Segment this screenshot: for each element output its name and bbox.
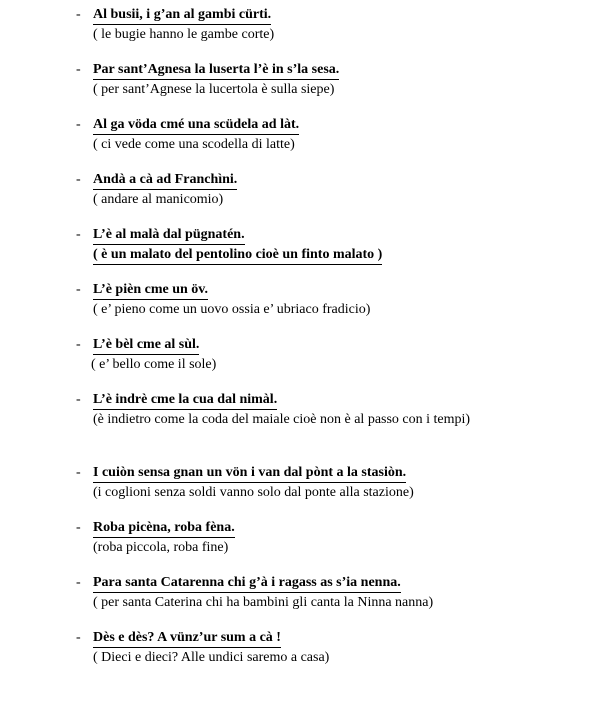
list-dash: -: [76, 227, 81, 242]
dialect-proverb: Andà a cà ad Franchìni.: [93, 171, 237, 190]
italian-translation: (i coglioni senza soldi vanno solo dal ponte alla stazione): [93, 485, 414, 500]
dialect-proverb: L’è bèl cme al sùl.: [93, 336, 199, 355]
italian-translation: ( le bugie hanno le gambe corte): [93, 27, 275, 42]
italian-translation: ( ci vede come una scodella di latte): [93, 137, 295, 152]
italian-translation: ( andare al manicomio): [93, 192, 224, 207]
list-dash: -: [76, 465, 81, 480]
dialect-proverb: Al ga vöda cmé una scüdela ad làt.: [93, 116, 299, 135]
dialect-proverb: L’è indrè cme la cua dal nimàl.: [93, 391, 277, 410]
dialect-proverb: Roba picèna, roba fèna.: [93, 519, 235, 538]
italian-translation: ( e’ bello come il sole): [91, 357, 217, 372]
list-dash: -: [76, 520, 81, 535]
list-dash: -: [76, 282, 81, 297]
dialect-proverb: Al busii, i g’an al gambi cürti.: [93, 6, 271, 25]
dialect-proverb: L’è al malà dal pügnatén.: [93, 226, 245, 245]
dialect-proverb: I cuiòn sensa gnan un vön i van dal pònt a la stasiòn.: [93, 464, 406, 483]
list-dash: -: [76, 337, 81, 352]
dialect-proverb: L’è pièn cme un öv.: [93, 281, 208, 300]
italian-translation: (è indietro come la coda del maiale cioè non è al passo con i tempi): [93, 412, 471, 427]
italian-translation: ( per santa Caterina chi ha bambini gli canta la Ninna nanna): [93, 595, 434, 610]
italian-translation: ( Dieci e dieci? Alle undici saremo a casa): [93, 650, 330, 665]
italian-translation: ( per sant’Agnese la lucertola è sulla siepe): [93, 82, 335, 97]
list-dash: -: [76, 630, 81, 645]
list-dash: -: [76, 7, 81, 22]
dialect-proverb: Dès e dès? A vünz’ur sum a cà !: [93, 629, 281, 648]
dialect-proverb: Par sant’Agnesa la luserta l’è in s’la sesa.: [93, 61, 339, 80]
italian-translation: ( e’ pieno come un uovo ossia e’ ubriaco fradicio): [93, 302, 371, 317]
dialect-proverb: Para santa Catarenna chi g’à i ragass as s’ia nenna.: [93, 574, 401, 593]
list-dash: -: [76, 117, 81, 132]
italian-translation: ( è un malato del pentolino cioè un finto malato ): [93, 246, 382, 265]
italian-translation: (roba piccola, roba fine): [93, 540, 229, 555]
list-dash: -: [76, 575, 81, 590]
list-dash: -: [76, 392, 81, 407]
list-dash: -: [76, 172, 81, 187]
list-dash: -: [76, 62, 81, 77]
